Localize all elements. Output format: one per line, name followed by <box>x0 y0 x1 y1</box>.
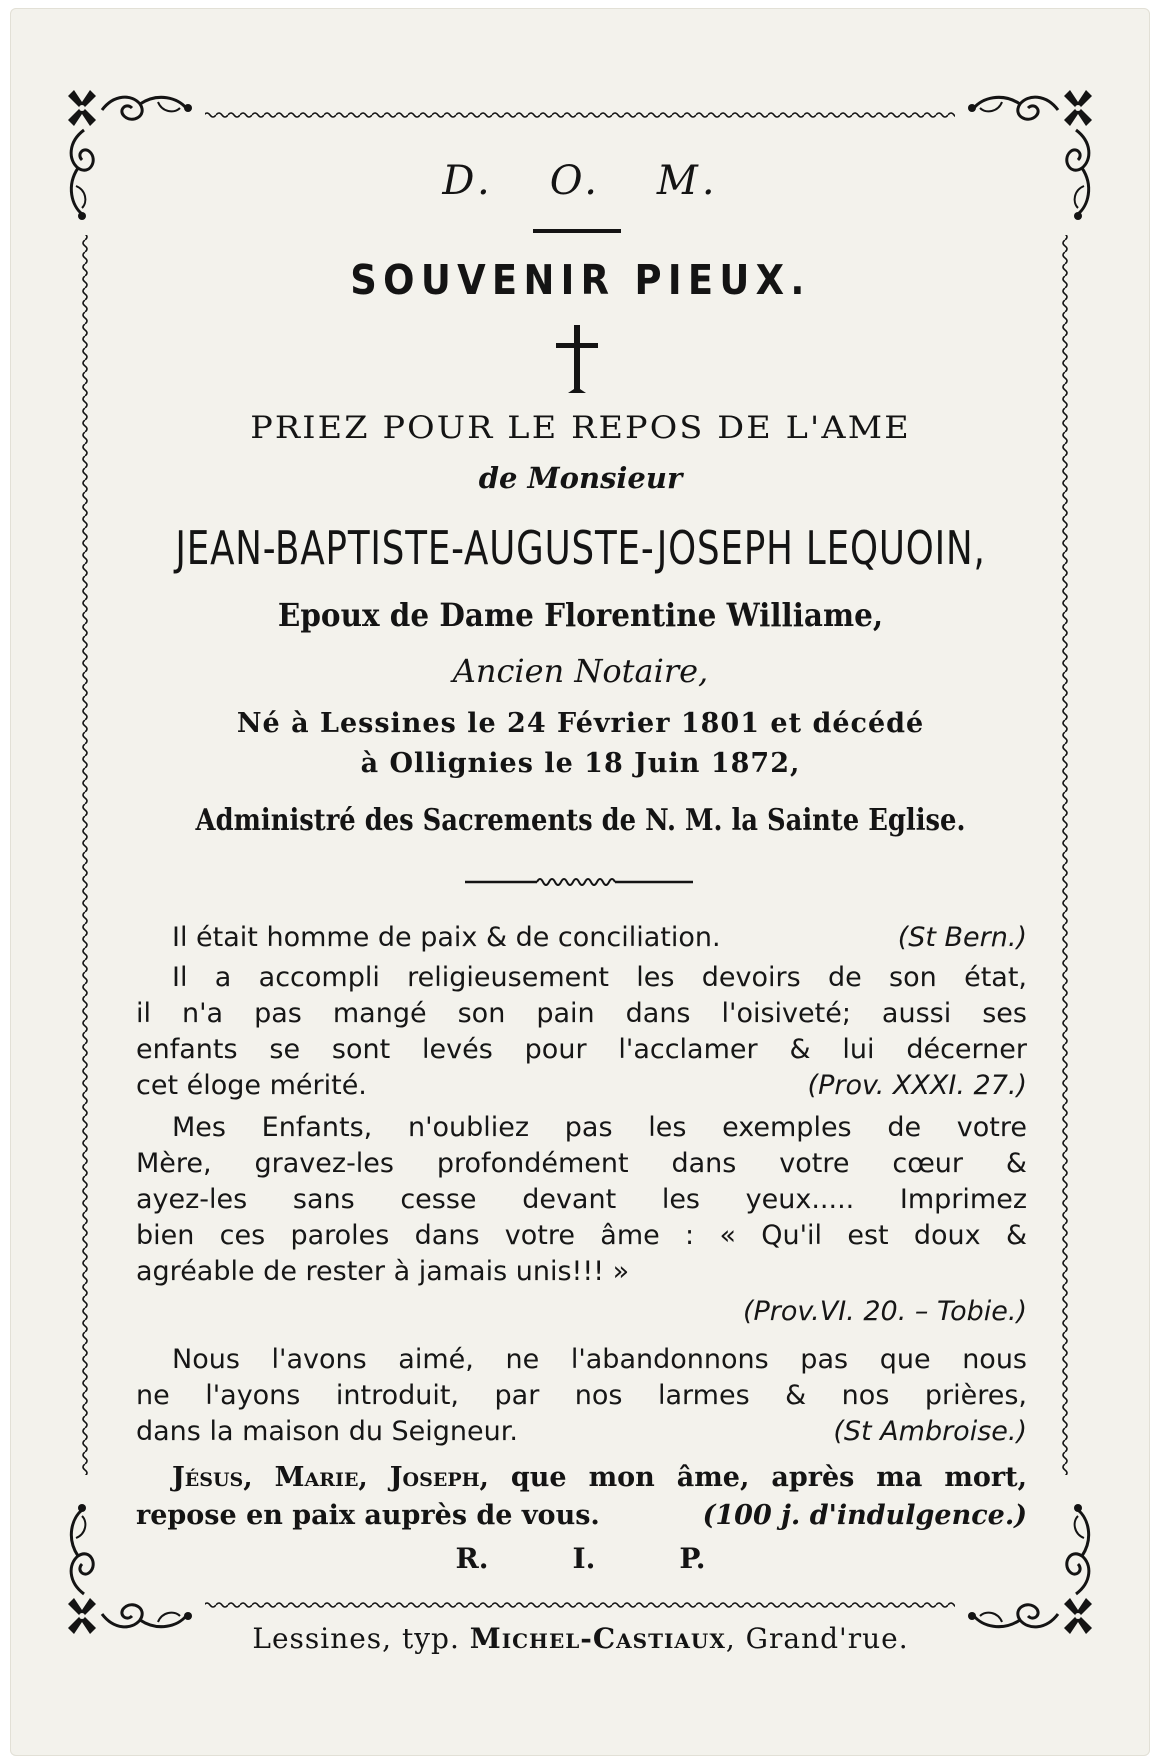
quote-4-line: Nous l'avons aimé, ne l'abandonnons pas que nous <box>172 1344 1027 1375</box>
wavy-divider <box>465 874 693 888</box>
title-rule <box>533 229 621 233</box>
birth-death-line-2: à Ollignies le 18 Juin 1872, <box>360 748 801 779</box>
quote-3-line: ayez-les sans cesse devant les yeux..... Imprimez <box>136 1184 1027 1215</box>
quote-1-source: (St Bern.) <box>897 922 1027 953</box>
dom-letter-o: O. <box>549 158 601 204</box>
quote-4-source: (St Ambroise.) <box>833 1416 1027 1447</box>
dom-letter-m: M. <box>656 158 719 204</box>
quote-2-line: Il a accompli religieusement les devoirs de son état, <box>172 962 1027 993</box>
quote-4-last-text: dans la maison du Seigneur. <box>136 1416 518 1447</box>
quote-3-line: bien ces paroles dans votre âme : « Qu'il est doux & <box>136 1220 1027 1251</box>
prayer-request: PRIEZ POUR LE REPOS DE L'AME <box>250 410 911 446</box>
quote-2-line: enfants se sont levés pour l'acclamer & lui décerner <box>136 1034 1027 1065</box>
printer-name: Michel-Castiaux <box>469 1622 726 1655</box>
profession-line: Ancien Notaire, <box>452 652 709 690</box>
card-title: SOUVENIR PIEUX. <box>350 256 811 304</box>
holy-family-names: Jésus, Marie, Joseph, <box>172 1462 489 1493</box>
quote-4-last <box>136 1416 1027 1447</box>
indulgence-note: (100 j. d'indulgence.) <box>702 1500 1027 1531</box>
dom-heading <box>0 158 1161 204</box>
birth-death-line-1: Né à Lessines le 24 Février 1801 et décédé <box>236 708 925 739</box>
spouse-line: Epoux de Dame Florentine Williame, <box>277 596 884 634</box>
honorific: de Monsieur <box>478 461 683 495</box>
quote-3-source: (Prov.VI. 20. – Tobie.) <box>742 1296 1027 1327</box>
closing-prayer-line-1 <box>172 1462 1027 1493</box>
sacraments-line: Administré des Sacrements de N. M. la Sainte Eglise. <box>195 803 966 838</box>
quote-1-text: Il était homme de paix & de conciliation. <box>172 922 721 953</box>
quote-1 <box>172 922 1027 953</box>
quote-2-last <box>136 1070 1027 1101</box>
printer-line <box>0 1622 1161 1655</box>
quote-3-last: agréable de rester à jamais unis!!! » <box>136 1256 630 1287</box>
closing-prayer-line-2-text: repose en paix auprès de vous. <box>136 1500 600 1531</box>
cross-icon <box>554 323 600 395</box>
rip-line <box>0 1542 1161 1575</box>
quote-3-line: Mère, gravez-les profondément dans votre cœur & <box>136 1148 1027 1179</box>
quote-2-line: il n'a pas mangé son pain dans l'oisiveté; aussi ses <box>136 998 1027 1029</box>
rip-letter-i: I. <box>572 1542 596 1575</box>
closing-prayer-rest: que mon âme, après ma mort, <box>488 1462 1027 1493</box>
closing-prayer-line-2 <box>136 1500 1027 1531</box>
rip-letter-p: P. <box>679 1542 706 1575</box>
quote-2-source: (Prov. XXXI. 27.) <box>807 1070 1027 1101</box>
quote-2-last-text: cet éloge mérité. <box>136 1070 367 1101</box>
rip-letter-r: R. <box>455 1542 489 1575</box>
printer-prefix: Lessines, typ. <box>252 1622 470 1655</box>
printer-suffix: , Grand'rue. <box>725 1622 909 1655</box>
dom-letter-d: D. <box>442 158 494 204</box>
deceased-name: JEAN-BAPTISTE-AUGUSTE-JOSEPH LEQUOIN, <box>175 521 986 575</box>
quote-4-line: ne l'ayons introduit, par nos larmes & nos prières, <box>136 1380 1027 1411</box>
quote-3-line: Mes Enfants, n'oubliez pas les exemples de votre <box>172 1112 1027 1143</box>
